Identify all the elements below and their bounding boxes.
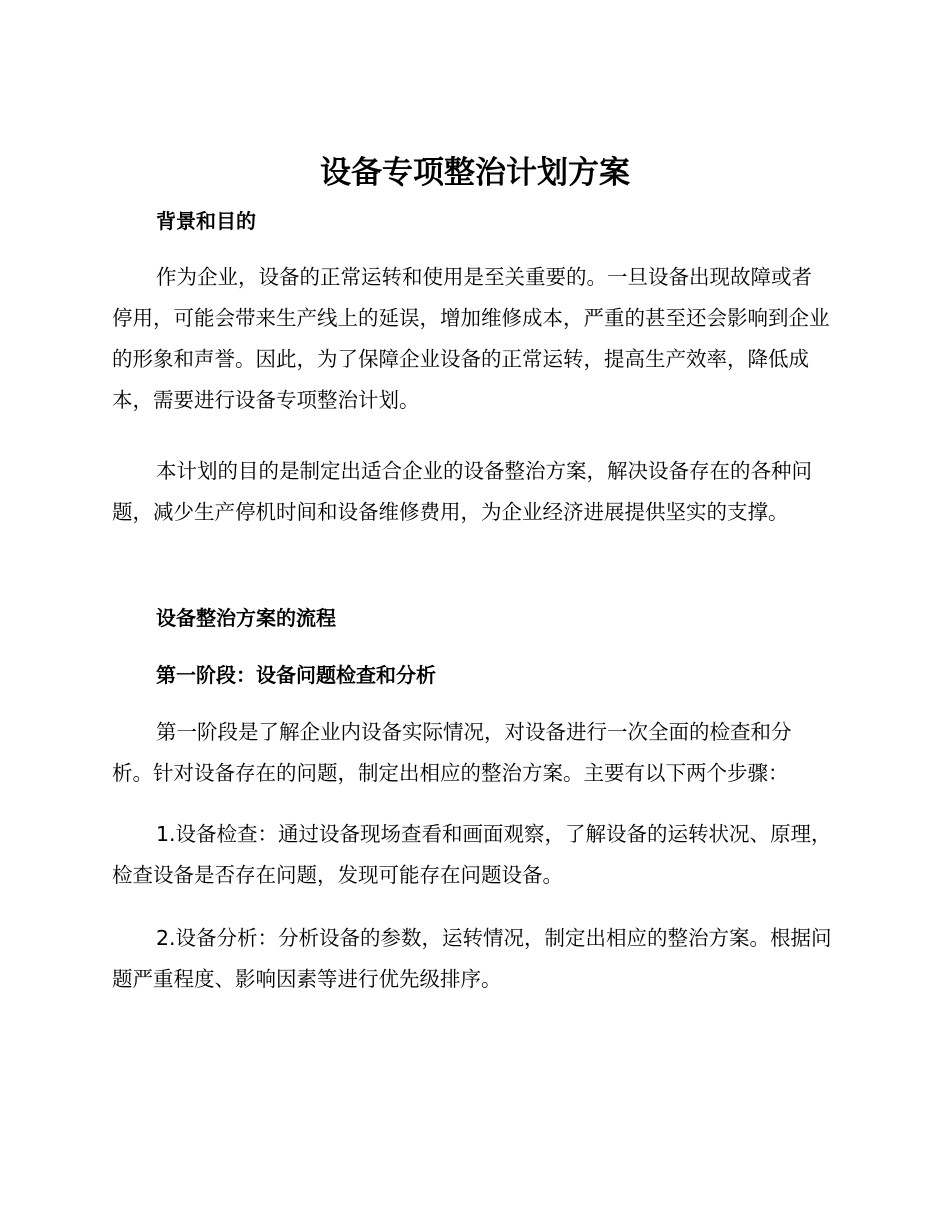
document-title: 设备专项整治计划方案 [320, 155, 630, 191]
section-heading-process: 设备整治方案的流程 [156, 606, 336, 630]
paragraph-stage-one: 第一阶段是了解企业内设备实际情况，对设备进行一次全面的检查和分析。针对设备存在的问题，制定出相应的整治方案。主要有以下两个步骤： [112, 720, 792, 785]
paragraph-purpose: 本计划的目的是制定出适合企业的设备整治方案，解决设备存在的各种问题，减少生产停机时间和设备维修费用，为企业经济进展提供坚实的支撑。 [112, 459, 812, 524]
section-heading-background: 背景和目的 [156, 209, 256, 233]
paragraph-background: 作为企业，设备的正常运转和使用是至关重要的。一旦设备出现故障或者停用，可能会带来生产线上的延误，增加维修成本，严重的甚至还会影响到企业的形象和声誉。因此，为了保障企业设备的正常运转，提高生产效率，降低成本，需要进行设备专项整治计划。 [112, 265, 830, 412]
paragraph-step-analysis: 2.设备分析：分析设备的参数，运转情况，制定出相应的整治方案。根据问题严重程度、影响因素等进行优先级排序。 [112, 926, 832, 991]
section-heading-stage-one: 第一阶段：设备问题检查和分析 [156, 663, 436, 687]
paragraph-step-inspection: 1.设备检查：通过设备现场查看和画面观察，了解设备的运转状况、原理，检查设备是否存在问题，发现可能存在问题设备。 [112, 822, 832, 887]
